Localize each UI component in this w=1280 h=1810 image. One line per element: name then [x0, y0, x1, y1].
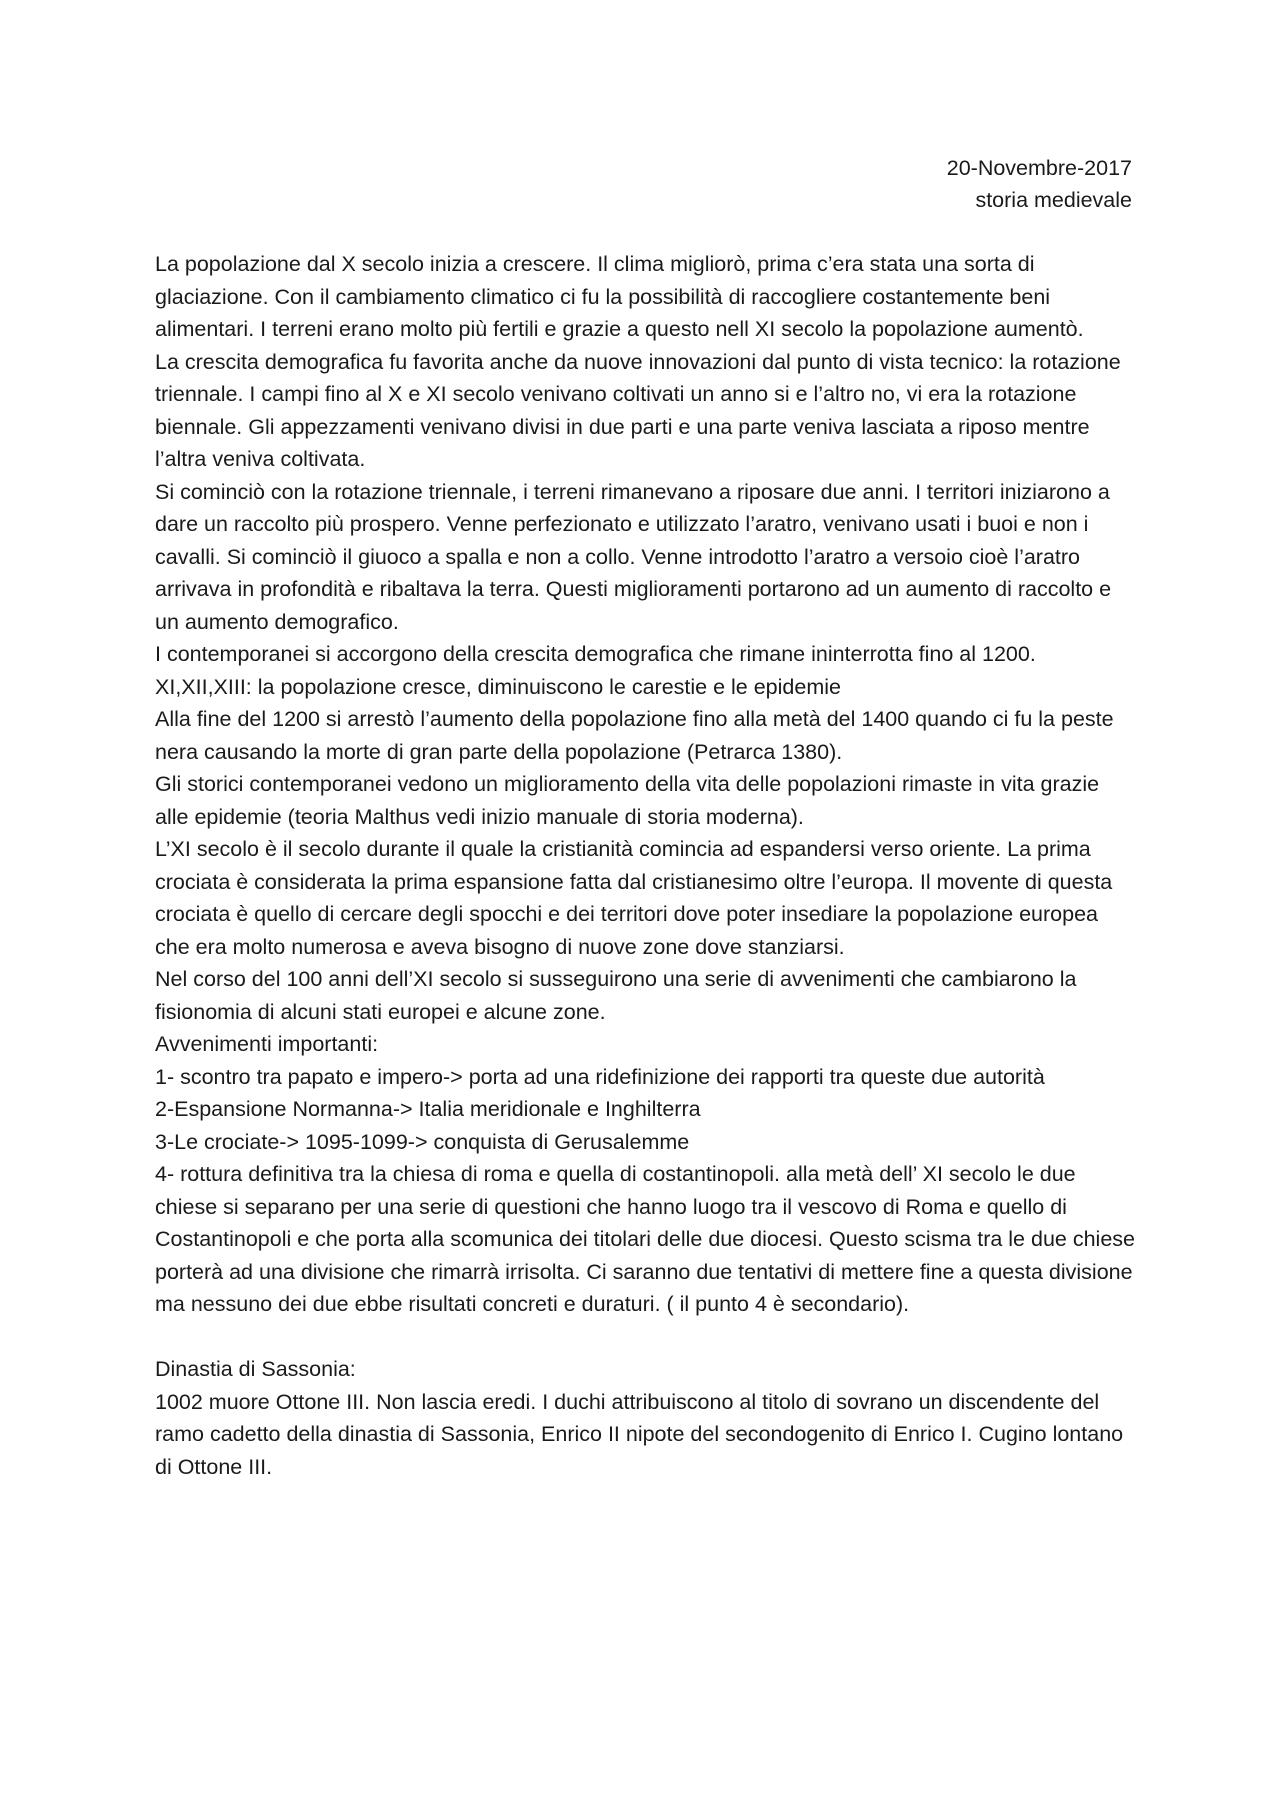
paragraph-triennial-rotation: Si cominciò con la rotazione triennale, i terreni rimanevano a riposare due anni. I territori iniziarono a dare un raccolto più prospero. Venne perfezionato e utilizzato l’aratro, venivano usati i buoi e non i cavalli. Si cominciò il giuoco a spalla e non a collo. Venne introdotto l’aratro a versoio cioè l’aratro arrivava in profondità e ribaltava la terra. Questi miglioramenti portarono ad un aumento di raccolto e un aumento demografico.	[155, 479, 1112, 634]
paragraph-contemporaries: I contemporanei si accorgono della crescita demografica che rimane ininterrotta fino al 1200.	[155, 642, 1036, 666]
list-item-3: 3-Le crociate-> 1095-1099-> conquista di Gerusalemme	[155, 1129, 690, 1154]
document-header	[947, 152, 1132, 216]
document-body	[155, 248, 1135, 1483]
paragraph-crop-rotation: La crescita demografica fu favorita anche da nuove innovazioni dal punto di vista tecnico: la rotazione triennale. I campi fino al X e XI secolo venivano coltivati un anno si e l’altro no, vi era la rotazione biennale. Gli appezzamenti venivano divisi in due parti e una parte veniva lasciata a riposo mentre l’altra veniva coltivata.	[155, 349, 1121, 471]
paragraph-crusade: L’XI secolo è il secolo durante il quale la cristianità comincia ad espandersi verso oriente. La prima crociata è considerata la prima espansione fatta dal cristianesimo oltre l’europa. Il movente di questa crociata è quello di cercare degli spocchi e dei territori dove poter insediare la popolazione europea che era molto numerosa e aveva bisogno di nuove zone dove stanziarsi.	[155, 837, 1113, 959]
list-item-4: 4- rottura definitiva tra la chiesa di roma e quella di costantinopoli. alla metà dell’ XI secolo le due chiese si separano per una serie di questioni che hanno luogo tra il vescovo di Roma e quello di Costantinopoli e che porta alla scomunica dei titolari delle due diocesi. Questo scisma tra le due chiese porterà ad una divisione che rimarrà irrisolta. Ci saranno due tentativi di mettere fine a questa divisione ma nessuno dei due ebbe risultati concreti e duraturi. ( il punto 4 è secondario).	[155, 1162, 1135, 1316]
blank-line	[155, 1321, 1135, 1354]
paragraph-population-growth: La popolazione dal X secolo inizia a crescere. Il clima migliorò, prima c’era stata una sorta di glaciazione. Con il cambiamento climatico ci fu la possibilità di raccogliere costantemente beni alimentari. I terreni erano molto più fertili e grazie a questo nell XI secolo la popolazione aumentò.	[155, 252, 1084, 341]
list-item-2: 2-Espansione Normanna-> Italia meridionale e Inghilterra	[155, 1097, 701, 1121]
paragraph-centuries-summary: XI,XII,XIII: la popolazione cresce, diminuiscono le carestie e le epidemie	[155, 674, 841, 699]
document-subject: storia medievale	[975, 188, 1132, 212]
paragraph-important-events-heading: Avvenimenti importanti:	[155, 1032, 379, 1056]
section-heading-sassonia: Dinastia di Sassonia:	[155, 1357, 356, 1381]
paragraph-ottone: 1002 muore Ottone III. Non lascia eredi. I duchi attribuiscono al titolo di sovrano un discendente del ramo cadetto della dinastia di Sassonia, Enrico II nipote del secondogenito di Enrico I. Cugino lontano di Ottone III.	[155, 1389, 1124, 1479]
document-date: 20-Novembre-2017	[946, 156, 1132, 180]
paragraph-eleventh-century-events: Nel corso del 100 anni dell’XI secolo si susseguirono una serie di avvenimenti che cambiarono la fisionomia di alcuni stati europei e alcune zone.	[155, 967, 1077, 1024]
paragraph-historians: Gli storici contemporanei vedono un miglioramento della vita delle popolazioni rimaste in vita grazie alle epidemie (teoria Malthus vedi inizio manuale di storia moderna).	[155, 772, 1100, 829]
paragraph-black-death: Alla fine del 1200 si arrestò l’aumento della popolazione fino alla metà del 1400 quando ci fu la peste nera causando la morte di gran parte della popolazione (Petrarca 1380).	[155, 707, 1114, 764]
list-item-1: 1- scontro tra papato e impero-> porta ad una ridefinizione dei rapporti tra queste due autorità	[155, 1064, 1045, 1089]
